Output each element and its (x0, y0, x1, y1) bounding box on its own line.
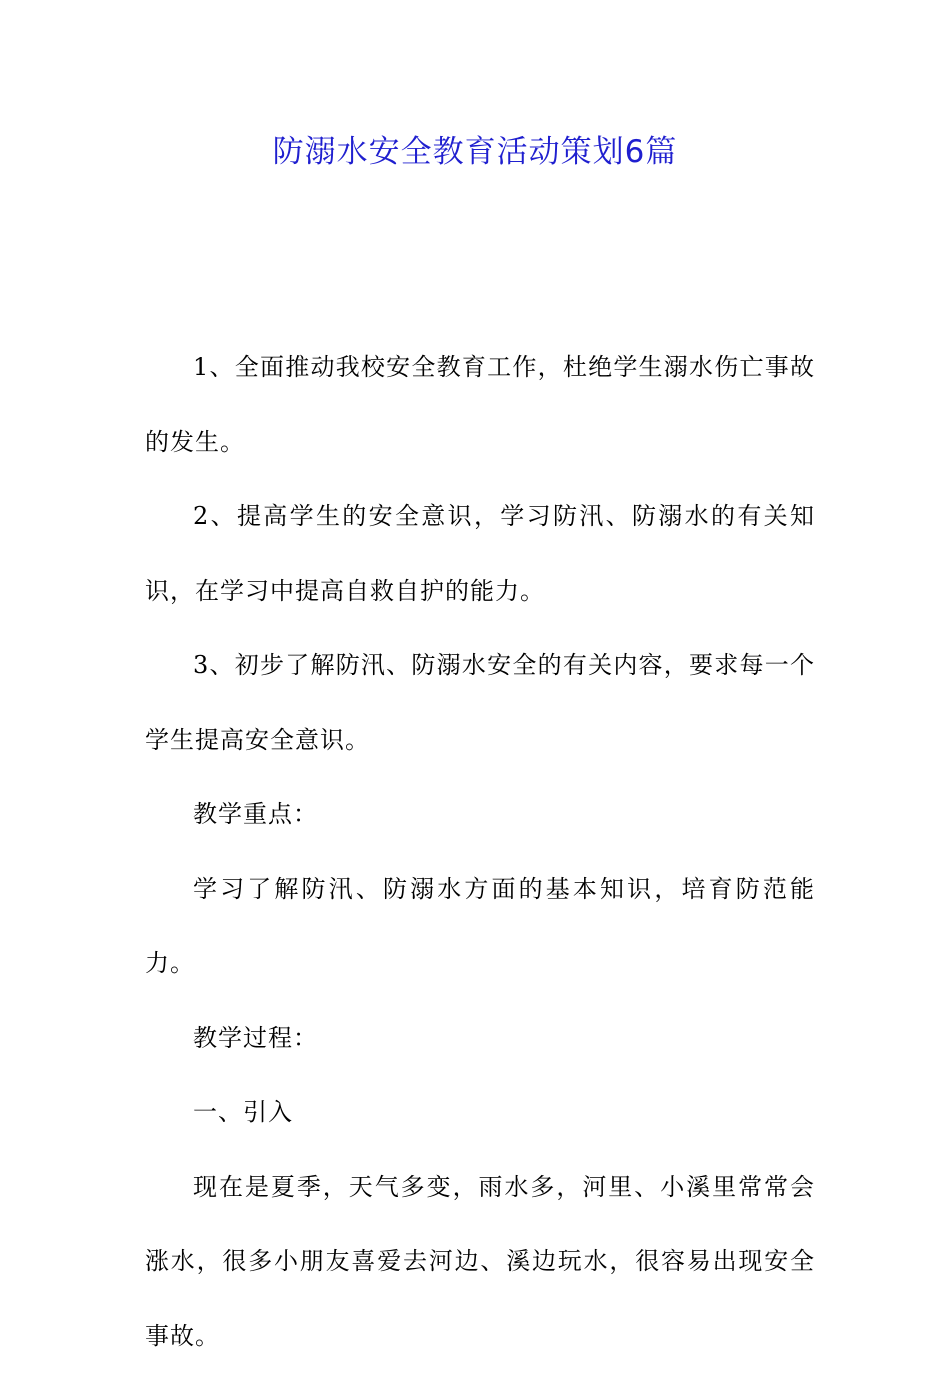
paragraph-introduction: 现在是夏季，天气多变，雨水多，河里、小溪里常常会涨水，很多小朋友喜爱去河边、溪边玩水，很容易出现安全事故。 (145, 1150, 815, 1373)
heading-introduction: 一、引入 (145, 1075, 815, 1150)
heading-teaching-process: 教学过程： (145, 1001, 815, 1076)
paragraph-goal-3: 3、初步了解防汛、防溺水安全的有关内容，要求每一个学生提高安全意识。 (145, 628, 815, 777)
paragraph-teaching-focus: 学习了解防汛、防溺水方面的基本知识，培育防范能力。 (145, 852, 815, 1001)
heading-teaching-focus: 教学重点： (145, 777, 815, 852)
paragraph-goal-2: 2、提高学生的安全意识，学习防汛、防溺水的有关知识，在学习中提高自救自护的能力。 (145, 479, 815, 628)
document-title: 防溺水安全教育活动策划6篇 (0, 128, 950, 176)
document-body (145, 330, 815, 1373)
paragraph-goal-1: 1、全面推动我校安全教育工作，杜绝学生溺水伤亡事故的发生。 (145, 330, 815, 479)
